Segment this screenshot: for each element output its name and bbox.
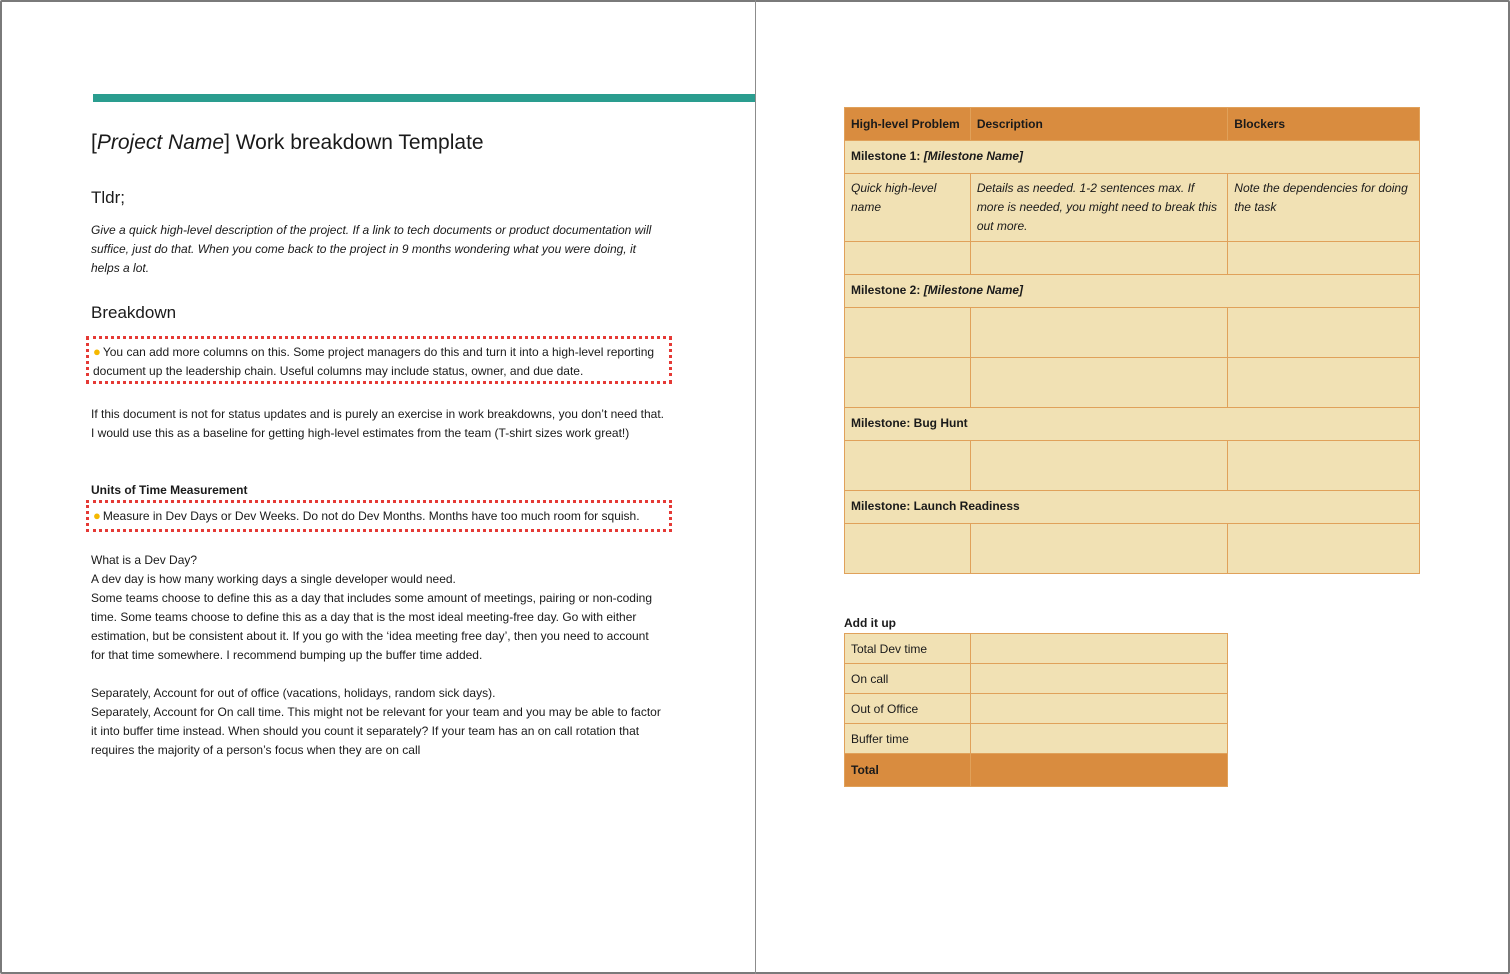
table-row <box>845 174 1420 242</box>
status-updates-paragraph: If this document is not for status updates and is purely an exercise in work breakdowns, you don’t need that. I would use this as a baseline for getting high-level estimates from the team (T-shirt sizes work great!) <box>91 407 664 440</box>
lightbulb-icon: ● <box>93 508 101 523</box>
milestone-launch-readiness-label[interactable]: Milestone: Launch Readiness <box>845 491 1420 524</box>
table-row <box>845 358 1420 408</box>
milestone-bug-hunt-row <box>845 408 1420 441</box>
milestone-1-label[interactable] <box>845 141 1420 174</box>
units-heading: Units of Time Measurement <box>91 483 248 497</box>
description-cell[interactable] <box>970 441 1227 491</box>
tldr-heading: Tldr; <box>91 188 125 207</box>
total-label: Total <box>845 754 971 787</box>
description-cell[interactable] <box>970 242 1227 275</box>
on-call-value[interactable] <box>971 664 1228 694</box>
header-description: Description <box>970 108 1227 141</box>
table-row <box>845 308 1420 358</box>
milestone-launch-readiness-row <box>845 491 1420 524</box>
milestone-1-name: [Milestone Name] <box>923 149 1024 163</box>
table-row <box>845 524 1420 574</box>
problem-cell[interactable] <box>845 358 971 408</box>
page-divider <box>755 0 756 974</box>
milestone-2-row <box>845 275 1420 308</box>
description-cell[interactable] <box>970 308 1227 358</box>
milestone-bug-hunt-label[interactable]: Milestone: Bug Hunt <box>845 408 1420 441</box>
problem-cell[interactable] <box>845 524 971 574</box>
header-problem: High-level Problem <box>845 108 971 141</box>
dev-day-explanation: Some teams choose to define this as a day that includes some amount of meetings, pairing or non-coding time. Some teams choose to define this as a day that is the most ideal meeting-free day. Go with either estimation, but be consistent about it. If you go with the ‘idea meeting free day’, then you need to account for that time somewhere. I recommend bumping up the buffer time added. <box>91 591 652 662</box>
total-value[interactable] <box>971 754 1228 787</box>
blockers-cell[interactable]: Note the dependencies for doing the task <box>1228 174 1420 242</box>
blockers-cell[interactable] <box>1228 242 1420 275</box>
title-rest: Work breakdown Template <box>229 131 484 154</box>
lightbulb-icon: ● <box>93 344 101 359</box>
milestone-2-prefix: Milestone 2: <box>851 283 924 297</box>
dev-day-question: What is a Dev Day? <box>91 553 198 567</box>
table-row <box>845 724 1228 754</box>
table-row <box>845 694 1228 724</box>
table-row <box>845 664 1228 694</box>
document-title: [Project Name] Work breakdown Template <box>91 131 484 154</box>
callout-columns <box>86 336 672 384</box>
buffer-time-value[interactable] <box>971 724 1228 754</box>
add-it-up-heading: Add it up <box>844 616 896 630</box>
on-call-line: Separately, Account for On call time. This might not be relevant for your team and you may be able to factor it into buffer time instead. When should you count it separately? If your team has an on call rotation that requires the majority of a person’s focus when they are on call <box>91 705 661 757</box>
blockers-cell[interactable] <box>1228 308 1420 358</box>
description-cell[interactable] <box>970 524 1227 574</box>
blockers-cell[interactable] <box>1228 524 1420 574</box>
breakdown-heading: Breakdown <box>91 303 177 322</box>
table-row <box>845 441 1420 491</box>
description-cell[interactable]: Details as needed. 1-2 sentences max. If more is needed, you might need to break this out more. <box>970 174 1227 242</box>
out-of-office-label: Out of Office <box>845 694 971 724</box>
add-it-up-table <box>844 633 1228 787</box>
milestone-2-name: [Milestone Name] <box>923 283 1024 297</box>
table-row <box>845 634 1228 664</box>
work-breakdown-table <box>844 107 1420 574</box>
total-dev-time-label: Total Dev time <box>845 634 971 664</box>
problem-cell[interactable] <box>845 242 971 275</box>
callout-columns-text: You can add more columns on this. Some project managers do this and turn it into a high-level reporting document up the leadership chain. Useful columns may include status, owner, and due date. <box>93 345 655 378</box>
problem-cell[interactable] <box>845 308 971 358</box>
callout-units-text: Measure in Dev Days or Dev Weeks. Do not do Dev Months. Months have too much room for squish. <box>102 509 640 523</box>
header-blockers: Blockers <box>1228 108 1420 141</box>
total-dev-time-value[interactable] <box>971 634 1228 664</box>
tldr-text: Give a quick high-level description of the project. If a link to tech documents or product documentation will suffice, just do that. When you come back to the project in 9 months wondering what you were doing, it helps a lot. <box>91 223 652 275</box>
total-row <box>845 754 1228 787</box>
out-of-office-section <box>91 684 666 760</box>
milestone-2-label[interactable] <box>845 275 1420 308</box>
dev-day-definition: A dev day is how many working days a single developer would need. <box>91 572 456 586</box>
milestone-1-row <box>845 141 1420 174</box>
dev-day-section <box>91 551 666 665</box>
table-header-row <box>845 108 1420 141</box>
milestone-1-prefix: Milestone 1: <box>851 149 924 163</box>
title-project-name: Project Name <box>96 131 225 154</box>
blockers-cell[interactable] <box>1228 441 1420 491</box>
on-call-label: On call <box>845 664 971 694</box>
problem-cell[interactable] <box>845 441 971 491</box>
blockers-cell[interactable] <box>1228 358 1420 408</box>
problem-cell[interactable]: Quick high-level name <box>845 174 971 242</box>
table-row <box>845 242 1420 275</box>
description-cell[interactable] <box>970 358 1227 408</box>
buffer-time-label: Buffer time <box>845 724 971 754</box>
callout-units <box>86 500 672 532</box>
ooo-line: Separately, Account for out of office (vacations, holidays, random sick days). <box>91 686 496 700</box>
accent-bar <box>93 94 755 102</box>
out-of-office-value[interactable] <box>971 694 1228 724</box>
